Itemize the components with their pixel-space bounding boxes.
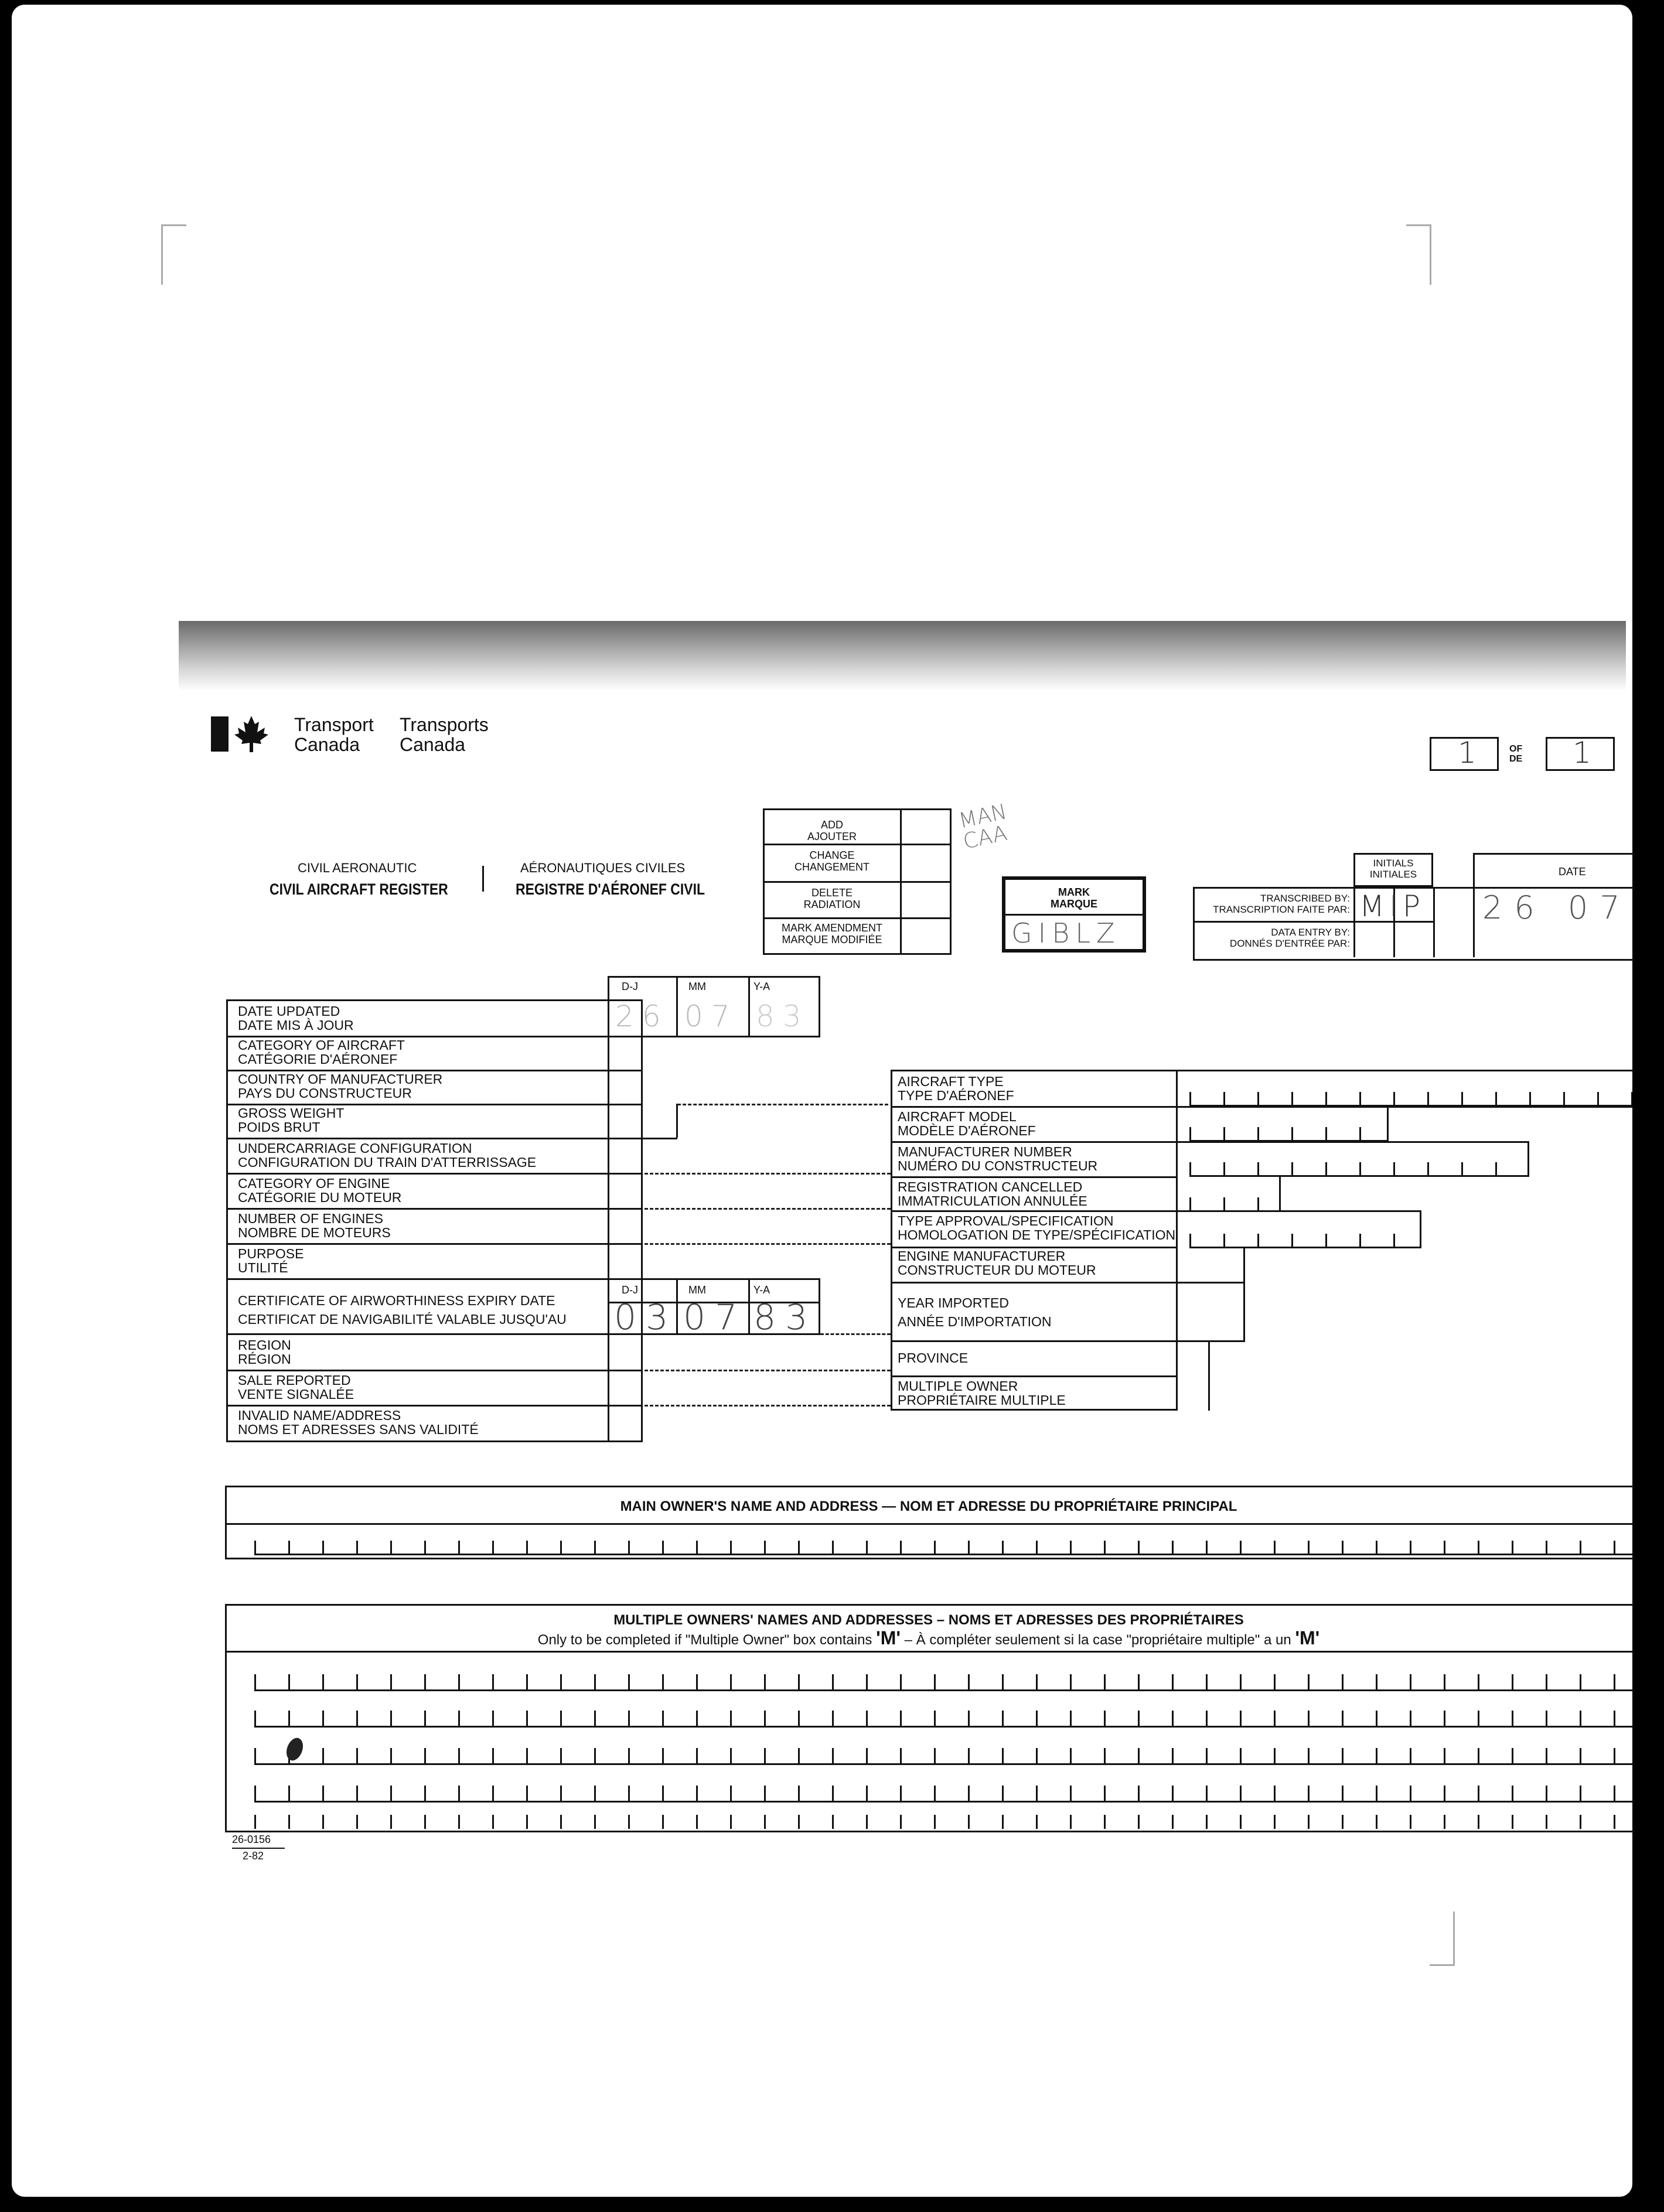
type-approval-end bbox=[1420, 1210, 1421, 1247]
date-header-m: MM bbox=[688, 981, 706, 992]
m-letter-2: 'M' bbox=[1295, 1627, 1320, 1648]
field-category-of-engine: CATEGORY OF ENGINE CATÉGORIE DU MOTEUR bbox=[238, 1176, 402, 1205]
transcribed-date-value[interactable]: 26 07 bbox=[1482, 889, 1632, 926]
connector-dash-7 bbox=[645, 1405, 891, 1407]
cofa-year[interactable]: 83 bbox=[753, 1297, 817, 1338]
cofa-header-y: Y-A bbox=[753, 1284, 770, 1296]
field-region: REGION RÉGION bbox=[238, 1337, 291, 1367]
field-province: PROVINCE bbox=[898, 1350, 969, 1366]
form-page bbox=[12, 5, 1632, 2197]
date-updated-right-edge bbox=[819, 976, 820, 1036]
transcribed-initials-value[interactable]: MIP bbox=[1359, 889, 1426, 923]
multiple-owner-entry-row-2[interactable] bbox=[254, 1711, 1632, 1728]
left-row-line-6 bbox=[226, 1208, 643, 1210]
left-row-line-5 bbox=[226, 1173, 643, 1175]
gross-weight-divider bbox=[676, 1104, 678, 1138]
field-engine-manufacturer: ENGINE MANUFACTURER CONSTRUCTEUR DU MOTEUR bbox=[898, 1248, 1096, 1278]
field-gross-weight: GROSS WEIGHT POIDS BRUT bbox=[238, 1105, 345, 1135]
form-number: 26-0156 bbox=[232, 1834, 271, 1845]
main-owner-entry[interactable] bbox=[254, 1541, 1632, 1555]
field-airworthiness-expiry: CERTIFICATE OF AIRWORTHINESS EXPIRY DATE CERTIFICAT DE NAVIGABILITÉ VALABLE JUSQU'AU bbox=[238, 1293, 567, 1327]
field-aircraft-type: AIRCRAFT TYPE TYPE D'AÉRONEF bbox=[898, 1074, 1014, 1103]
sale-reported-entry[interactable] bbox=[609, 1371, 642, 1404]
right-row-line-3 bbox=[891, 1176, 1178, 1178]
date-updated-day[interactable]: 26 bbox=[615, 999, 669, 1033]
action-delete-label: DELETE RADIATION bbox=[803, 887, 861, 910]
field-year-imported: YEAR IMPORTED ANNÉE D'IMPORTATION bbox=[898, 1295, 1052, 1329]
sub-before: Only to be completed if "Multiple Owner" box contains bbox=[537, 1632, 877, 1648]
page-of-label: OF DE bbox=[1509, 744, 1523, 764]
connector-dash-4 bbox=[645, 1243, 891, 1245]
title-divider bbox=[482, 866, 484, 892]
sub-mid: – À compléter seulement si la case "propriétaire multiple" a un bbox=[900, 1632, 1295, 1648]
field-type-approval: TYPE APPROVAL/SPECIFICATION HOMOLOGATION DE TYPE/SPÉCIFICATION bbox=[898, 1213, 1176, 1242]
canada-flag-logo bbox=[211, 716, 229, 752]
mark-label: MARK MARQUE bbox=[1051, 886, 1097, 910]
field-category-of-aircraft: CATEGORY OF AIRCRAFT CATÉGORIE D'AÉRONEF bbox=[238, 1037, 405, 1067]
multiple-owner-entry[interactable] bbox=[1178, 1375, 1210, 1411]
multiple-owner-entry-row-3[interactable] bbox=[254, 1748, 1632, 1765]
title-line2-fr: REGISTRE D'AÉRONEF CIVIL bbox=[516, 880, 705, 898]
field-undercarriage: UNDERCARRIAGE CONFIGURATION CONFIGURATION DU TRAIN D'ATTERRISSAGE bbox=[238, 1141, 537, 1170]
aircraft-type-entry[interactable] bbox=[1189, 1092, 1632, 1107]
maple-leaf-icon bbox=[233, 715, 270, 753]
aircraft-model-top bbox=[1178, 1106, 1632, 1108]
aircraft-type-top bbox=[1178, 1070, 1632, 1071]
handwritten-note: MAN CAA bbox=[956, 800, 1010, 854]
purpose-entry[interactable] bbox=[609, 1245, 642, 1278]
crop-mark-top-left bbox=[161, 224, 186, 285]
crop-mark-bottom-right bbox=[1430, 1911, 1455, 1966]
cofa-header-d: D-J bbox=[622, 1284, 638, 1296]
title-line1-en: CIVIL AERONAUTIC bbox=[298, 861, 417, 875]
main-owner-heading: MAIN OWNER'S NAME AND ADDRESS — NOM ET ADRESSE DU PROPRIÉTAIRE PRINCIPAL bbox=[620, 1498, 1237, 1514]
page-total-value: 1 bbox=[1573, 736, 1591, 770]
field-multiple-owner: MULTIPLE OWNER PROPRIÉTAIRE MULTIPLE bbox=[898, 1378, 1066, 1408]
date-updated-year[interactable]: 83 bbox=[756, 999, 810, 1033]
right-row-line-8 bbox=[891, 1375, 1178, 1377]
multiple-owner-entry-row-1[interactable] bbox=[254, 1674, 1632, 1691]
multiple-owner-entry-row-5[interactable] bbox=[254, 1815, 1632, 1829]
action-add-checkbox[interactable] bbox=[902, 810, 950, 843]
transcription-col-line-4 bbox=[1473, 887, 1475, 957]
mark-value[interactable]: GIBLZ bbox=[1011, 917, 1121, 949]
transcription-col-line-3 bbox=[1433, 887, 1435, 957]
region-entry[interactable] bbox=[609, 1335, 642, 1369]
engine-manufacturer-entry[interactable] bbox=[1178, 1247, 1245, 1283]
field-registration-cancelled: REGISTRATION CANCELLED IMMATRICULATION ANNULÉE bbox=[898, 1179, 1087, 1209]
year-imported-entry[interactable] bbox=[1178, 1282, 1245, 1342]
manufacturer-number-end bbox=[1527, 1141, 1529, 1176]
main-owner-divider bbox=[225, 1523, 1632, 1525]
undercarriage-entry[interactable] bbox=[609, 1139, 642, 1172]
scan-shadow bbox=[179, 621, 1626, 691]
data-entry-initials-field[interactable] bbox=[1355, 923, 1431, 956]
cofa-header-m: MM bbox=[688, 1284, 706, 1296]
page-current-value: 1 bbox=[1458, 736, 1477, 770]
left-row-line-8 bbox=[226, 1278, 643, 1280]
connector-dash-2 bbox=[645, 1173, 891, 1175]
manufacturer-number-top bbox=[1178, 1141, 1529, 1143]
data-entry-by-label: DATA ENTRY BY: DONNÉS D'ENTRÉE PAR: bbox=[1229, 927, 1350, 949]
field-invalid-name-address: INVALID NAME/ADDRESS NOMS ET ADRESSES SANS VALIDITÉ bbox=[238, 1408, 479, 1437]
left-row-line-7 bbox=[226, 1243, 643, 1245]
multiple-owners-heading: MULTIPLE OWNERS' NAMES AND ADDRESSES – NOMS ET ADRESSES DES PROPRIÉTAIRES bbox=[613, 1612, 1244, 1628]
action-delete-checkbox[interactable] bbox=[902, 883, 950, 917]
registration-cancelled-end bbox=[1279, 1176, 1281, 1210]
multiple-owner-entry-row-4[interactable] bbox=[254, 1786, 1632, 1803]
left-row-line-10 bbox=[226, 1370, 643, 1371]
invalid-name-entry[interactable] bbox=[609, 1407, 642, 1442]
number-of-engines-entry[interactable] bbox=[609, 1210, 642, 1242]
aircraft-model-entry[interactable] bbox=[1189, 1127, 1389, 1142]
date-updated-month[interactable]: 07 bbox=[684, 999, 738, 1033]
right-row-line-2 bbox=[891, 1141, 1178, 1143]
date-updated-divider-1 bbox=[676, 976, 678, 1036]
title-line2-en: CIVIL AIRCRAFT REGISTER bbox=[270, 880, 448, 898]
agency-name-fr: Transports Canada bbox=[400, 714, 489, 755]
date-label: DATE bbox=[1559, 866, 1586, 878]
right-row-line-1 bbox=[891, 1106, 1178, 1108]
multiple-owners-divider bbox=[225, 1651, 1632, 1653]
date-header-box bbox=[1473, 853, 1634, 889]
agency-name-en: Transport Canada bbox=[294, 714, 374, 755]
action-mark-amendment-label: MARK AMENDMENT MARQUE MODIFIÉE bbox=[781, 922, 882, 945]
action-add-label: ADD AJOUTER bbox=[807, 819, 857, 842]
connector-dash-5 bbox=[820, 1333, 891, 1335]
connector-dash-1 bbox=[677, 1104, 888, 1105]
action-mark-amendment-checkbox[interactable] bbox=[902, 919, 950, 953]
date-header-box-top bbox=[608, 976, 820, 999]
field-manufacturer-number: MANUFACTURER NUMBER NUMÉRO DU CONSTRUCTEUR bbox=[898, 1144, 1098, 1173]
form-revision-date: 2-82 bbox=[243, 1850, 264, 1862]
cofa-divider-2 bbox=[748, 1278, 750, 1334]
right-row-line-4 bbox=[891, 1210, 1178, 1212]
field-purpose: PURPOSE UTILITÉ bbox=[238, 1246, 304, 1275]
cofa-month[interactable]: 07 bbox=[683, 1297, 747, 1338]
action-change-label: CHANGE CHANGEMENT bbox=[794, 849, 869, 873]
field-date-updated: DATE UPDATED DATE MIS À JOUR bbox=[238, 1003, 354, 1033]
field-sale-reported: SALE REPORTED VENTE SIGNALÉE bbox=[238, 1373, 354, 1402]
date-header-y: Y-A bbox=[753, 981, 770, 992]
date-header-d: D-J bbox=[622, 981, 638, 992]
initials-label: INITIALS INITIALES bbox=[1369, 858, 1417, 880]
m-letter-1: 'M' bbox=[876, 1627, 901, 1648]
province-entry[interactable] bbox=[1178, 1340, 1210, 1375]
crop-mark-top-right bbox=[1406, 224, 1431, 285]
gross-weight-entry[interactable] bbox=[609, 1105, 675, 1137]
cofa-day[interactable]: 03 bbox=[614, 1297, 678, 1338]
multiple-owners-subheading bbox=[225, 1627, 1632, 1648]
field-number-of-engines: NUMBER OF ENGINES NOMBRE DE MOTEURS bbox=[238, 1211, 391, 1240]
right-row-line-6 bbox=[891, 1282, 1178, 1283]
left-row-line-11 bbox=[226, 1405, 643, 1407]
date-updated-divider-2 bbox=[748, 976, 750, 1036]
right-row-line-7 bbox=[891, 1340, 1178, 1342]
country-of-manufacturer-entry[interactable] bbox=[609, 1071, 642, 1103]
form-number-underline bbox=[232, 1848, 285, 1849]
type-approval-top bbox=[1178, 1210, 1421, 1212]
category-of-engine-entry[interactable] bbox=[609, 1175, 642, 1207]
transcribed-by-label: TRANSCRIBED BY: TRANSCRIPTION FAITE PAR: bbox=[1213, 893, 1350, 915]
action-change-checkbox[interactable] bbox=[902, 845, 950, 880]
mark-divider bbox=[1005, 914, 1143, 916]
manufacturer-number-entry[interactable] bbox=[1189, 1162, 1529, 1177]
connector-dash-6 bbox=[645, 1370, 891, 1371]
title-line1-fr: AÉRONAUTIQUES CIVILES bbox=[520, 861, 686, 875]
connector-dash-3 bbox=[645, 1208, 891, 1210]
field-aircraft-model: AIRCRAFT MODEL MODÈLE D'AÉRONEF bbox=[898, 1109, 1036, 1138]
aircraft-model-end bbox=[1387, 1106, 1389, 1141]
category-of-aircraft-entry[interactable] bbox=[609, 1037, 642, 1069]
field-country-of-manufacturer: COUNTRY OF MANUFACTURER PAYS DU CONSTRUCTEUR bbox=[238, 1071, 443, 1101]
